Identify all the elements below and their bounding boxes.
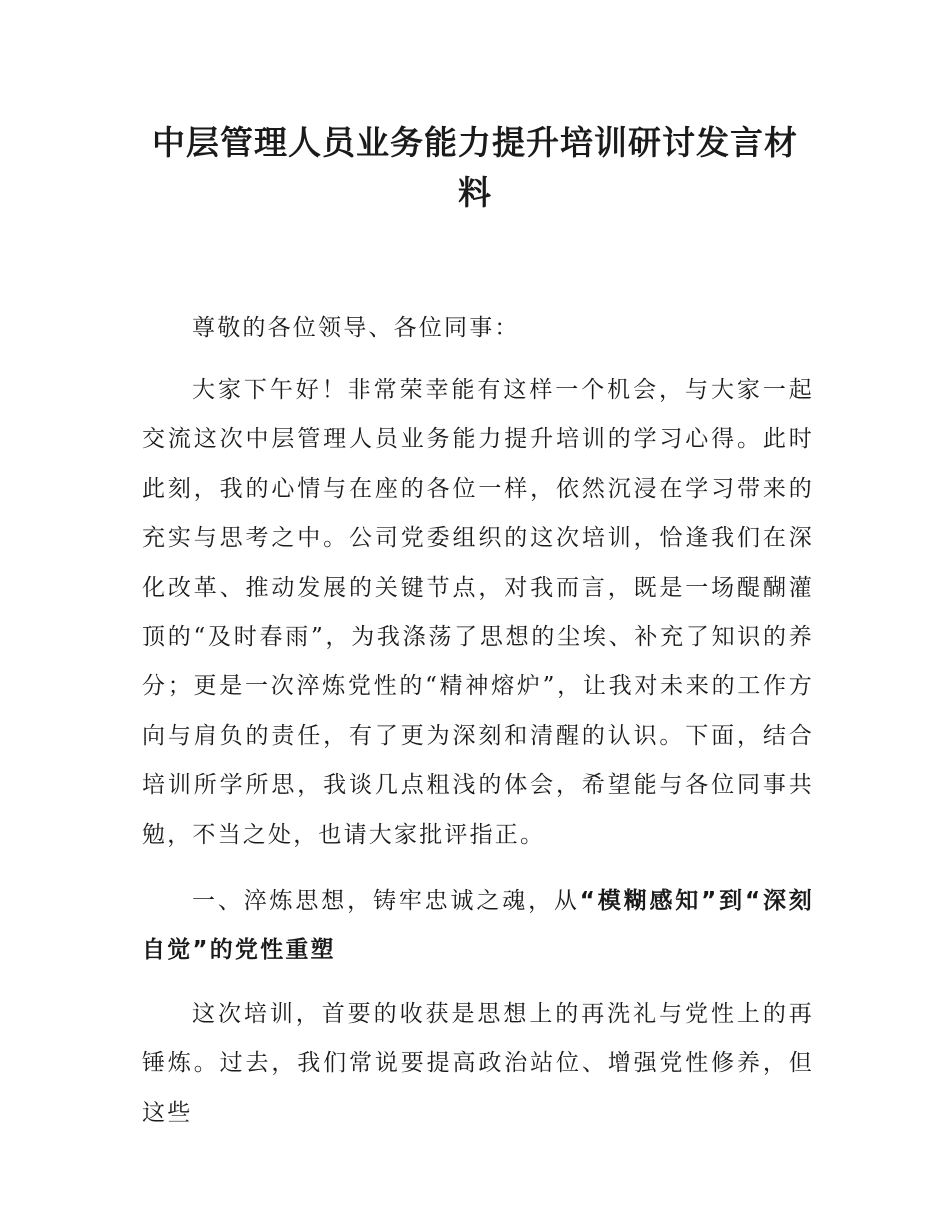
paragraph-section-1: 这次培训，首要的收获是思想上的再洗礼与党性上的再锤炼。过去，我们常说要提高政治站位、增强党性修养，但这些: [142, 1001, 814, 1126]
section-heading-1-lead: 一、淬炼思想，铸牢忠诚之魂，从: [192, 888, 580, 914]
salutation: 尊敬的各位领导、各位同事：: [192, 315, 520, 341]
section-heading-1-emphasis: “模糊感知”到“深刻自觉”的党性重塑: [142, 888, 814, 964]
document-title: 中层管理人员业务能力提升培训研讨发言材料: [152, 123, 798, 212]
section-heading-1: [142, 877, 814, 976]
paragraph-intro: 大家下午好！非常荣幸能有这样一个机会，与大家一起交流这次中层管理人员业务能力提升培训的学习心得。此时此刻，我的心情与在座的各位一样，依然沉浸在学习带来的充实与思考之中。公司党委组织的这次培训，恰逢我们在深化改革、推动发展的关键节点，对我而言，既是一场醍醐灌顶的“及时春雨”，为我涤荡了思想的尘埃、补充了知识的养分；更是一次淬炼党性的“精神熔炉”，让我对未来的工作方向与肩负的责任，有了更为深刻和清醒的认识。下面，结合培训所学所思，我谈几点粗浅的体会，希望能与各位同事共勉，不当之处，也请大家批评指正。: [142, 377, 814, 848]
